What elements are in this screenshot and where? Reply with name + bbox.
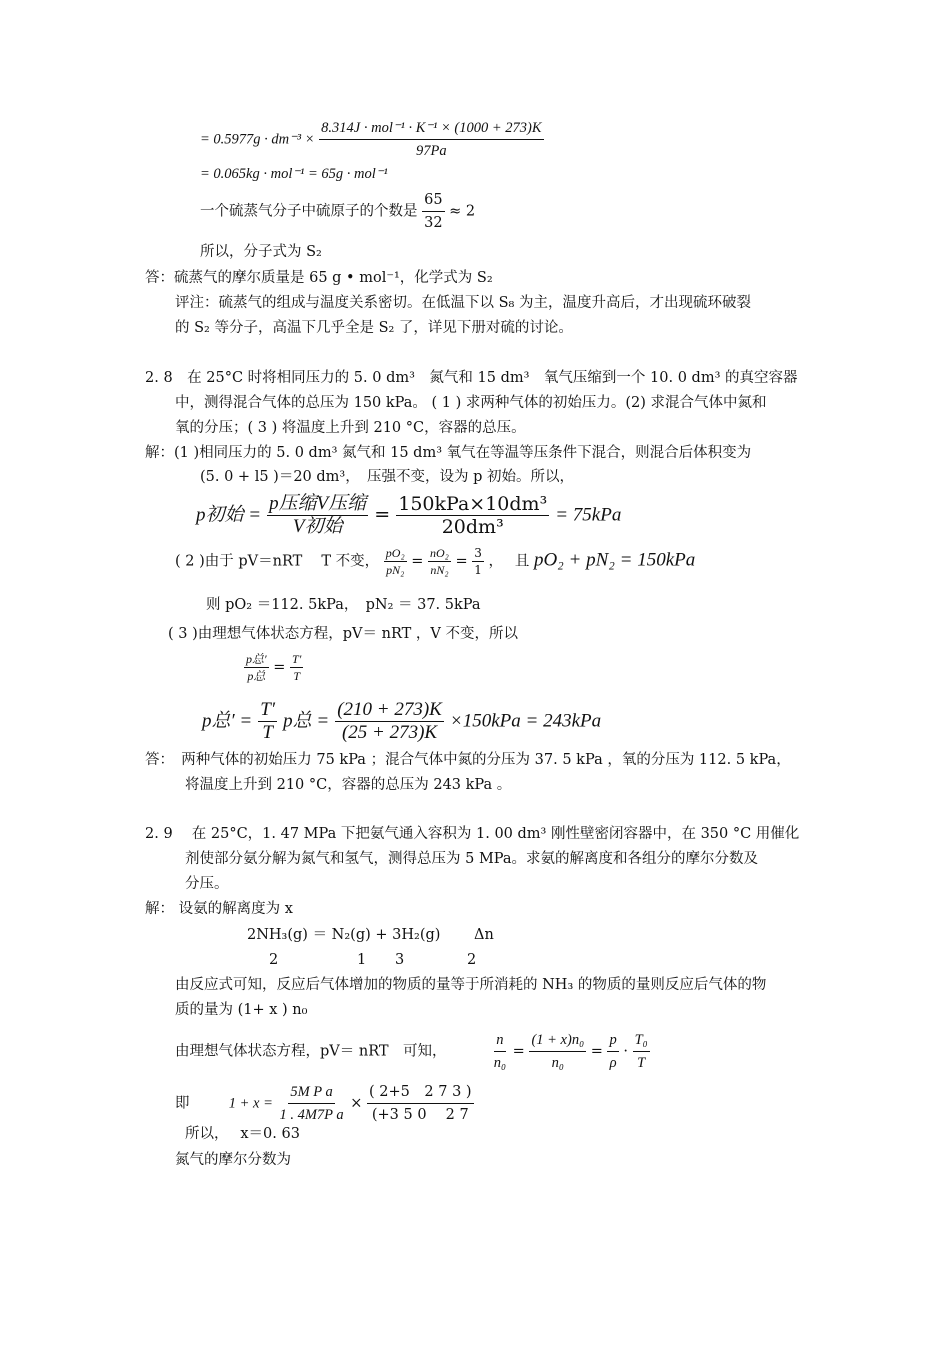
s29-coef2: 1	[357, 952, 367, 968]
s29-line6: 所以， x＝0. 63	[185, 1126, 300, 1142]
q29-line1: 2. 9 在 25°C，1. 47 MPa 下把氨气通入容积为 1. 00 dm³ 刚性壁密闭容器中，在 350 °C 用催化	[145, 826, 800, 842]
atoms-text: 一个硫蒸气分子中硫原子的个数是	[200, 203, 418, 220]
s28-sum: pO₂ + pN₂ = 150kPa	[533, 549, 696, 571]
s29-frac3	[607, 1030, 618, 1073]
s29-line5-frac1	[277, 1082, 345, 1125]
ratio-n-den: nN₂	[430, 563, 449, 577]
ratio-n	[428, 546, 451, 577]
s28-ratio-eq: $\frac{\text{p总′}}{\text{p总}}$ = $\frac{T'}{T}$	[246, 652, 302, 683]
s29-frac1-den: n₀	[493, 1055, 507, 1071]
formula-line: 所以，分子式为 S₂	[200, 244, 322, 260]
q29-line2: 剂使部分氨分解为氮气和氢气，测得总压为 5 MPa。求氨的解离度和各组分的摩尔分数及	[185, 851, 759, 867]
q29-line3: 分压。	[185, 876, 229, 892]
s29-frac4-den: T	[637, 1055, 646, 1071]
s29-frac2	[529, 1030, 586, 1073]
s28-line2: (5. 0 + l5 )＝20 dm³， 压强不变，设为 p 初始。所以，	[200, 469, 574, 485]
eq3-frac1	[258, 700, 277, 743]
comment-line2: 的 S₂ 等分子，高温下几乎全是 S₂ 了，详见下册对硫的讨论。	[175, 320, 573, 336]
s28-line3-pre: ( 2 )由于 pV＝nRT T 不变，	[175, 553, 380, 570]
ratio-p	[384, 546, 407, 577]
ratio-n-num: nO₂	[430, 546, 449, 560]
s29-frac4	[633, 1030, 650, 1073]
eq3-result: ×150kPa = 243kPa	[449, 710, 602, 732]
eq-numerator: 8.314J · mol⁻¹ · K⁻¹ × (1000 + 273)K	[319, 118, 543, 140]
eq1-frac1-den: V初始	[292, 516, 343, 537]
atoms-count-line	[200, 190, 475, 233]
s29-line1: 解： 设氨的解离度为 x	[145, 901, 293, 917]
eq3-frac1-num: T′	[260, 699, 276, 720]
s28-eq1	[196, 494, 621, 537]
s29-line5: 即 1 + x = $\frac{\text{5M P a}}{\text{1 . 4M7P a}}$ × $\frac{( 2+5 2 7 3 )}{(+3 5 0 2 7}$	[175, 1084, 472, 1123]
a28-line2: 将温度上升到 210 °C，容器的总压为 243 kPa 。	[185, 777, 512, 793]
atoms-den: 32	[424, 215, 443, 231]
atoms-fraction	[422, 190, 444, 233]
s29-coef3: 3	[395, 952, 405, 968]
s29-line5-frac1-den: 1 . 4M7P a	[279, 1107, 344, 1123]
ratio-val-num: 3	[474, 546, 482, 560]
eq3-frac1-den: T	[262, 722, 273, 743]
s28-and: ， 且	[488, 553, 530, 570]
atoms-result: ≈ 2	[449, 203, 476, 220]
s29-line2: 由反应式可知，反应后气体增加的物质的量等于所消耗的 NH₃ 的物质的量则反应后气体的物	[175, 977, 767, 993]
eq-molar-mass-line2: = 0.065kg · mol⁻¹ = 65g · mol⁻¹	[200, 166, 388, 182]
s29-line4-text: 由理想气体状态方程，pV＝ nRT 可知，	[175, 1043, 447, 1060]
ratio-p-den: pN₂	[386, 563, 405, 577]
s29-line5-lhs: 1 + x =	[228, 1095, 273, 1112]
s29-line5-frac1-num: 5M P a	[288, 1082, 334, 1104]
eq3-frac2-num: (210 + 273)K	[337, 699, 442, 720]
answer-line: 答：硫蒸气的摩尔质量是 65 g • mol⁻¹，化学式为 S₂	[145, 270, 493, 286]
eq1-frac1	[267, 494, 368, 537]
eq1-equals: =	[374, 503, 391, 526]
ratio-ptot-num: p总′	[246, 652, 267, 666]
s29-frac4-num: T₀	[633, 1030, 650, 1052]
s28-line3: ( 2 )由于 pV＝nRT T 不变， $\frac{\text{pO₂}}{\text{pN₂}}$ = $\frac{\text{nO₂}}{\text{nN₂}}$ = $\frac{3}{1}$ ， 且 pO₂ + pN₂ = 150kPa	[175, 546, 696, 577]
ratio-t-den: T	[293, 669, 301, 683]
s29-reaction: 2NH₃(g) ＝ N₂(g) + 3H₂(g) Δn	[247, 927, 494, 943]
eq1-lhs: p初始 =	[196, 504, 262, 526]
s29-frac2-num: (1 + x)n₀	[529, 1030, 586, 1052]
s29-line5-frac2-num: ( 2+5 2 7 3 )	[367, 1082, 474, 1104]
s28-line1: 解：(1 )相同压力的 5. 0 dm³ 氮气和 15 dm³ 氧气在等温等压条件下混合，则混合后体积变为	[145, 445, 752, 461]
ratio-val-den: 1	[474, 563, 482, 577]
q28-line2: 中，测得混合气体的总压为 150 kPa。 ( 1 ) 求两种气体的初始压力。(2) 求混合气体中氮和	[175, 395, 767, 411]
s29-line5-frac2-den: (+3 5 0 2 7	[371, 1107, 469, 1123]
ratio-p-num: pO₂	[385, 546, 405, 560]
ratio-t-num: T′	[292, 652, 302, 666]
s29-frac1-num: n	[494, 1030, 505, 1052]
q28-line1: 2. 8 在 25°C 时将相同压力的 5. 0 dm³ 氮气和 15 dm³ 氧气压缩到一个 10. 0 dm³ 的真空容器	[145, 370, 798, 386]
s28-line5: ( 3 )由理想气体状态方程，pV＝ nRT ，V 不变，所以	[168, 626, 518, 642]
s29-line7: 氮气的摩尔分数为	[175, 1152, 291, 1168]
q28-line3: 氧的分压；( 3 ) 将温度上升到 210 °C，容器的总压。	[175, 420, 526, 436]
ratio-ptot	[244, 652, 269, 683]
ratio-ptot-den: p总	[247, 669, 266, 683]
eq3-mid: p总 =	[283, 710, 330, 732]
eq1-frac2	[396, 494, 549, 537]
s29-frac2-den: n₀	[551, 1055, 564, 1071]
s29-frac3-num: p	[607, 1030, 618, 1052]
eq-fraction	[319, 118, 543, 161]
a28-line1: 答： 两种气体的初始压力 75 kPa ；混合气体中氮的分压为 37. 5 kPa ，氧的分压为 112. 5 kPa，	[145, 752, 791, 768]
comment-line1: 评注：硫蒸气的组成与温度关系密切。在低温下以 S₈ 为主，温度升高后，才出现硫环破裂	[175, 295, 751, 311]
eq1-result: = 75kPa	[555, 504, 622, 526]
s29-line3: 质的量为 (1+ x ) n₀	[175, 1002, 308, 1018]
eq3-frac2	[335, 700, 444, 743]
eq3-lhs: p总′ =	[202, 710, 253, 732]
s29-line5-pre: 即	[175, 1095, 190, 1112]
s28-eq3	[202, 700, 601, 743]
s29-line5-frac2	[367, 1082, 474, 1125]
eq-denominator: 97Pa	[416, 143, 447, 159]
eq-lhs: = 0.5977g · dm⁻³ ×	[200, 131, 315, 148]
eq1-frac2-num: 150kPa×10dm³	[398, 493, 548, 515]
eq1-frac2-den: 20dm³	[441, 516, 504, 538]
s29-coef1: 2	[269, 952, 279, 968]
eq3-frac2-den: (25 + 273)K	[341, 722, 438, 743]
s29-frac3-den: ρ	[609, 1055, 617, 1071]
s29-line4: 由理想气体状态方程，pV＝ nRT 可知， $\frac{n}{\text{n₀}}$ = $\frac{\text{(1 + x)n₀}}{\text{n₀}}$ = $\frac{p}{\rho}$ · $\frac{\text{T₀}}{T}$	[175, 1032, 648, 1071]
atoms-num: 65	[422, 190, 444, 212]
ratio-t	[290, 652, 303, 683]
s29-frac1	[492, 1030, 508, 1073]
s28-line4: 则 pO₂ ＝112. 5kPa， pN₂ ＝ 37. 5kPa	[206, 597, 481, 613]
ratio-val	[472, 546, 484, 577]
eq-molar-mass-line1	[200, 118, 544, 161]
eq1-frac1-num: p压缩V压缩	[269, 493, 367, 514]
s29-coef4: 2	[467, 952, 477, 968]
